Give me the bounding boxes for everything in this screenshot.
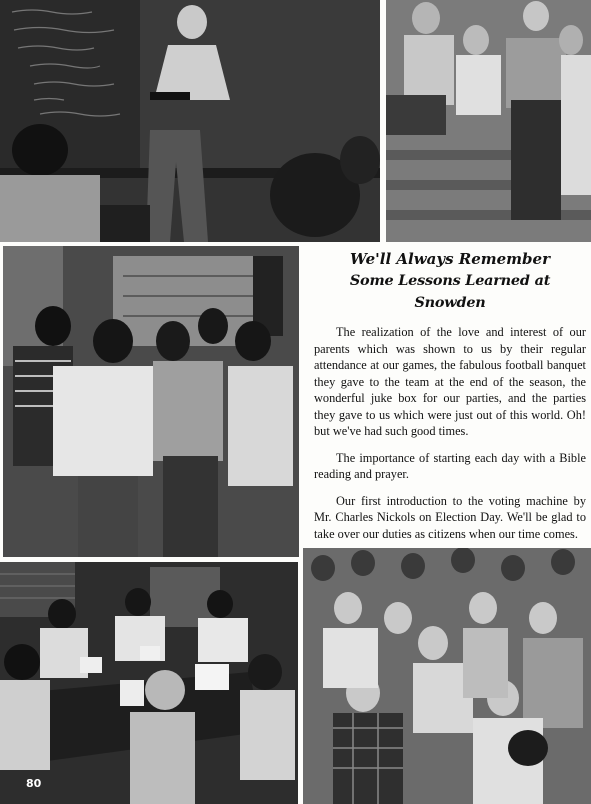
paragraph-bible-reading: The importance of starting each day with a Bible reading and prayer. bbox=[314, 450, 586, 481]
classroom-photo bbox=[0, 0, 380, 242]
crowd-photo-image bbox=[303, 548, 591, 804]
page-number: 80 bbox=[26, 777, 42, 790]
crowd-photo bbox=[303, 548, 591, 804]
library-photo bbox=[0, 562, 298, 804]
article-headline bbox=[314, 248, 586, 314]
headline-line-2: Some Lessons Learned at Snowden bbox=[349, 272, 551, 311]
headline-line-1: We'll Always Remember bbox=[350, 250, 550, 268]
article-text bbox=[314, 248, 586, 544]
classroom-photo-image bbox=[0, 0, 380, 242]
bleachers-photo-image bbox=[386, 0, 591, 242]
voting-machine-photo-image bbox=[3, 246, 299, 557]
bleachers-photo bbox=[386, 0, 591, 242]
paragraph-parents: The realization of the love and interest of our parents which was shown to us by their regular attendance at our games, the fabulous football banquet they gave to the team at the end of the season, the wonderful juke box for our parties, and the parties they gave to us which were just out of this world. Oh! but we've had such good times. bbox=[314, 325, 586, 438]
library-photo-image bbox=[0, 562, 298, 804]
paragraph-voting-machine: Our first introduction to the voting machine by Mr. Charles Nickols on Election Day. We'll be glad to take over our duties as citizens when our time comes. bbox=[314, 493, 586, 541]
voting-machine-photo bbox=[3, 246, 299, 557]
